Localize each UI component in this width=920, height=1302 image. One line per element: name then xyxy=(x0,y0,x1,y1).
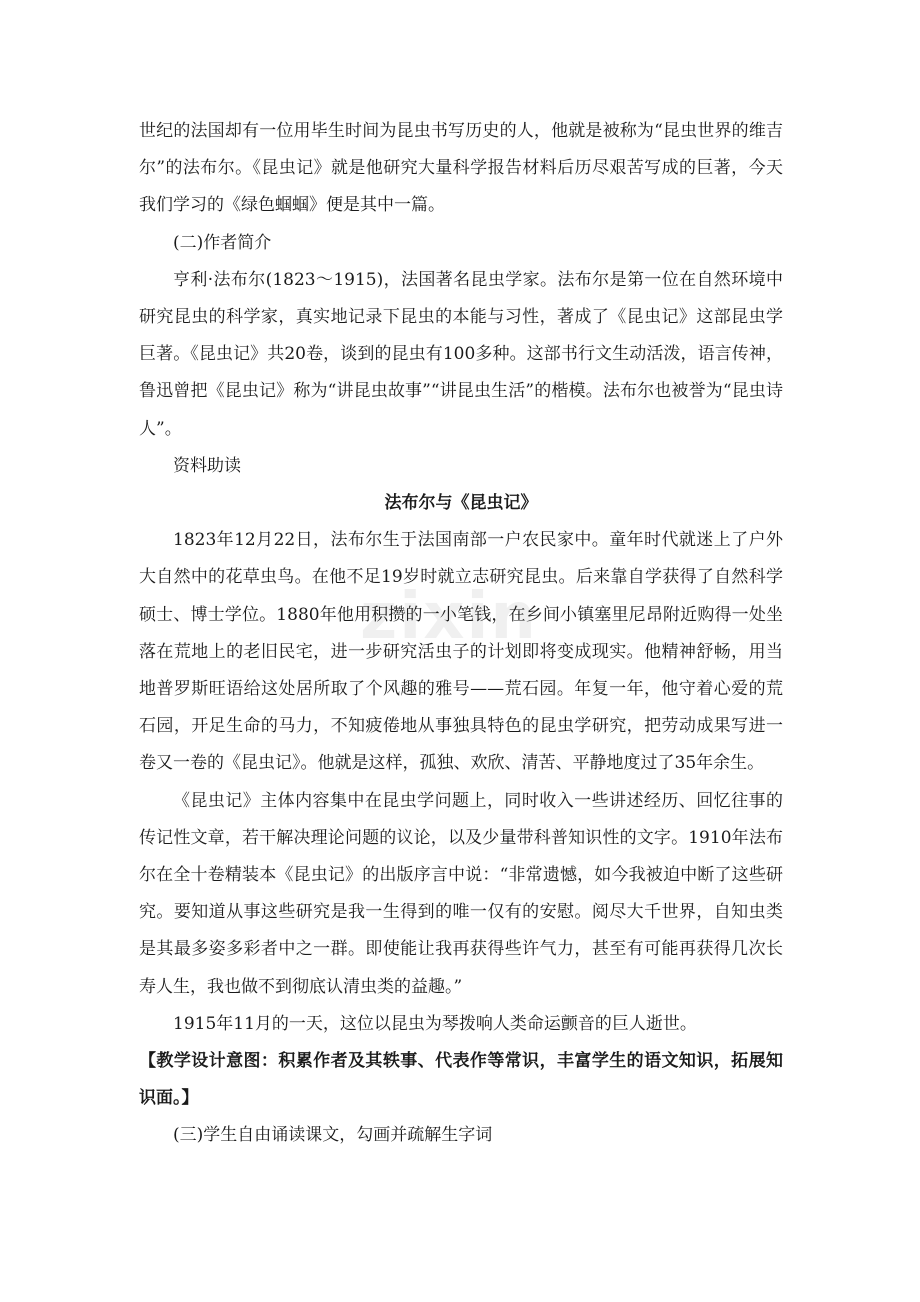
reading-aid-label: 资料助读 xyxy=(173,455,241,476)
document-page xyxy=(139,113,783,1155)
teaching-design-intent: 【教学设计意图：积累作者及其轶事、代表作等常识，丰富学生的语文知识，拓展知识面。】 xyxy=(139,1051,783,1109)
article-title: 法布尔与《昆虫记》 xyxy=(384,493,538,514)
section-heading-reading: (三)学生自由诵读课文，勾画并疏解生字词 xyxy=(173,1125,493,1146)
article-paragraph-1: 1823年12月22日，法布尔生于法国南部一户农民家中。童年时代就迷上了户外大自然中的花草虫鸟。在他不足19岁时就立志研究昆虫。后来靠自学获得了自然科学硕士、博士学位。1880年他用积攒的一小笔钱，在乡间小镇塞里尼昂附近购得一处坐落在荒地上的老旧民宅，进一步研究活虫子的计划即将变成现实。他精神舒畅，用当地普罗斯旺语给这处居所取了个风趣的雅号——荒石园。年复一年，他守着心爱的荒石园，开足生命的马力，不知疲倦地从事独具特色的昆虫学研究，把劳动成果写进一卷又一卷的《昆虫记》。他就是这样，孤独、欢欣、清苦、平静地度过了35年余生。 xyxy=(139,530,783,774)
article-paragraph-2: 《昆虫记》主体内容集中在昆虫学问题上，同时收入一些讲述经历、回忆往事的传记性文章，若干解决理论问题的议论，以及少量带科普知识性的文字。1910年法布尔在全十卷精装本《昆虫记》的出版序言中说：“非常遗憾，如今我被迫中断了这些研究。要知道从事这些研究是我一生得到的唯一仅有的安慰。阅尽大千世界，自知虫类是其最多姿多彩者中之一群。即使能让我再获得些许气力，甚至有可能再获得几次长寿人生，我也做不到彻底认清虫类的益趣。” xyxy=(139,790,783,997)
site-watermark: zixin xyxy=(360,580,538,654)
author-paragraph: 亨利·法布尔(1823～1915)，法国著名昆虫学家。法布尔是第一位在自然环境中研究昆虫的科学家，真实地记录下昆虫的本能与习性，著成了《昆虫记》这部昆虫学巨著。《昆虫记》共20卷，谈到的昆虫有100多种。这部书行文生动活泼，语言传神，鲁迅曾把《昆虫记》称为“讲昆虫故事”“讲昆虫生活”的楷模。法布尔也被誉为“昆虫诗人”。 xyxy=(139,269,783,439)
article-paragraph-3: 1915年11月的一天，这位以昆虫为琴拨响人类命运颤音的巨人逝世。 xyxy=(173,1013,697,1034)
section-heading-author-intro: (二)作者简介 xyxy=(173,232,272,253)
intro-paragraph: 世纪的法国却有一位用毕生时间为昆虫书写历史的人，他就是被称为“昆虫世界的维吉尔”的法布尔。《昆虫记》就是他研究大量科学报告材料后历尽艰苦写成的巨著，今天我们学习的《绿色蝈蝈》便是其中一篇。 xyxy=(139,121,783,216)
